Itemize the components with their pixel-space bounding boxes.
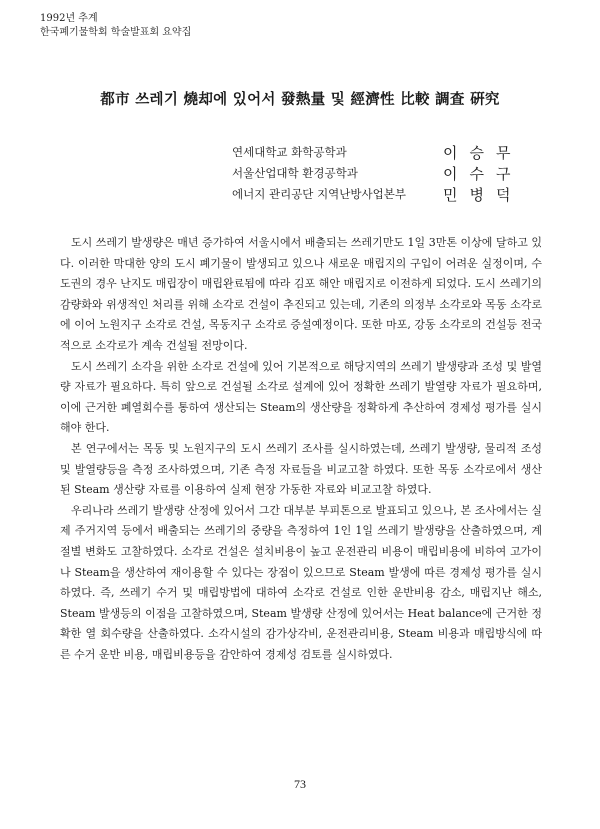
author-affiliation: 에너지 관리공단 지역난방사업본부: [232, 187, 406, 201]
author-row: [232, 163, 532, 184]
body-paragraph: 도시 쓰레기 발생량은 매년 증가하여 서울시에서 배출되는 쓰레기만도 1일 3만톤 이상에 달하고 있다. 이러한 막대한 양의 도시 폐기물이 발생되고 있으나 새로운 매립지의 구입이 어려운 실정이며, 수도권의 경우 난지도 매립장이 매립완료됨에 따라 김포 해안 매립지로 이전하게 되었다. 도시 쓰레기의 감량화와 위생적인 처리를 위해 소각로 건설이 추진되고 있는데, 기존의 의정부 소각로와 목동 소각로에 이어 노원지구 소각로 건설, 목동지구 소각로 증설예정이다. 또한 마포, 강동 소각로의 건설등 전국적으로 소각로가 계속 건설될 전망이다.: [60, 236, 542, 352]
body-paragraph: 우리나라 쓰레기 발생량 산정에 있어서 그간 대부분 부피톤으로 발표되고 있으나, 본 조사에서는 실제 주거지역 등에서 배출되는 쓰레기의 중량을 측정하여 1인 1일 쓰레기 발생량을 산출하였으며, 계절별 변화도 고찰하였다. 소각로 건설은 설치비용이 높고 운전관리 비용이 매립비용에 비하여 고가이나 Steam을 생산하여 재이용할 수 있다는 장점이 있으므로 Steam 발생에 따른 경제성 평가를 실시하였다. 즉, 쓰레기 수거 및 매립방법에 대하여 소각로 건설로 인한 운반비용 감소, 매립지난 해소, Steam 발생등의 이점을 고찰하였으며, Steam 발생량 산정에 있어서는 Heat balance에 근거한 정확한 열 회수량을 산출하였다. 소각시설의 감가상각비, 운전관리비용, Steam 비용과 매립방식에 따른 수거 운반 비용, 매립비용등을 감안하여 경제성 검토를 실시하였다.: [60, 503, 542, 661]
header-proceedings-line: 한국폐기물학회 학술발표회 요약집: [40, 27, 192, 38]
body-paragraph: 도시 쓰레기 소각을 위한 소각로 건설에 있어 기본적으로 해당지역의 쓰레기 발생량과 조성 및 발열량 자료가 필요하다. 특히 앞으로 건설될 소각로 설계에 있어 정확한 쓰레기 발열량 자료가 필요하며, 이에 근거한 폐열회수를 통하여 생산되는 Steam의 생산량을 정확하게 추산하여 경제성 평가를 실시해야 한다.: [60, 359, 542, 435]
author-name: 이승무: [443, 144, 523, 162]
author-list: [232, 142, 532, 205]
proceedings-header: [40, 12, 191, 40]
author-row: [232, 184, 532, 205]
body-paragraph: 본 연구에서는 목동 및 노원지구의 도시 쓰레기 조사를 실시하였는데, 쓰레기 발생량, 물리적 조성 및 발열량등을 측정 조사하였으며, 기존 측정 자료들을 비교고찰 하였다. 또한 목동 소각로에서 생산된 Steam 생산량 자료를 이용하여 실제 현장 가동한 자료와 비교고찰 하였다.: [60, 441, 542, 497]
author-row: [232, 142, 532, 163]
page-number: 73: [294, 777, 306, 791]
author-name: 이수구: [443, 165, 523, 183]
author-affiliation: 서울산업대학 환경공학과: [232, 166, 358, 180]
header-year-line: 1992년 추계: [40, 13, 98, 24]
author-name: 민병덕: [443, 186, 523, 204]
abstract-body: [60, 233, 542, 665]
paper-title: 都市 쓰레기 燒却에 있어서 發熱量 및 經濟性 比較 調査 硏究: [100, 91, 500, 108]
author-affiliation: 연세대학교 화학공학과: [232, 145, 347, 159]
